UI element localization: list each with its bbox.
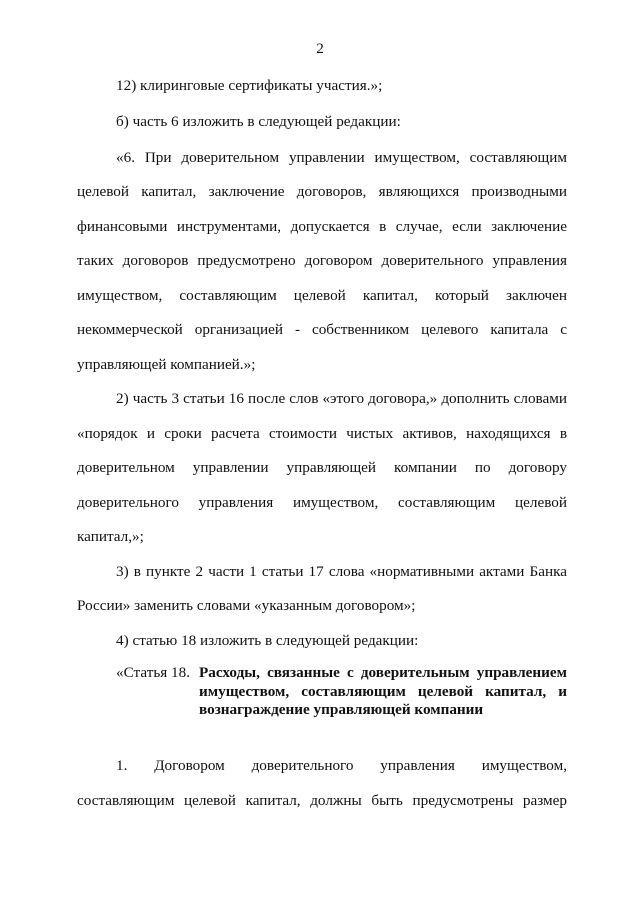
text-line: 4) статью 18 изложить в следующей редакции: [116,632,419,649]
text-line: имуществом, составляющим целевой капитал, который заключен [77,287,567,304]
article-title [199,664,567,720]
text-line: составляющим целевой капитал, должны быть предусмотрены размер [77,792,567,809]
text-line: некоммерческой организацией - собственником целевого капитала с [77,321,567,338]
text-line: целевой капитал, заключение договоров, являющихся производными [77,183,567,200]
text-line: 1. Договором доверительного управления имуществом, [116,757,567,774]
text-line: 3) в пункте 2 части 1 статьи 17 слова «нормативными актами Банка [116,563,567,580]
text-line: 2) часть 3 статьи 16 после слов «этого договора,» дополнить словами [116,390,567,407]
text-line: б) часть 6 изложить в следующей редакции: [116,113,401,130]
article-title-line: вознаграждение управляющей компании [199,701,484,718]
text-line: финансовыми инструментами, допускается в случае, если заключение [77,218,567,235]
text-line: капитал,»; [77,528,144,545]
article-title-line: Расходы, связанные с доверительным управлением [199,664,567,681]
article-label: «Статья 18. [116,664,191,681]
text-line: таких договоров предусмотрено договором доверительного управления [77,252,567,269]
text-line: доверительном управлении управляющей компании по договору [77,459,567,476]
text-line: «6. При доверительном управлении имуществом, составляющим [116,149,567,166]
text-line: России» заменить словами «указанным договором»; [77,597,416,614]
article-title-line: имуществом, составляющим целевой капитал, и [199,682,567,700]
page-number: 2 [316,40,324,57]
text-line: «порядок и сроки расчета стоимости чистых активов, находящихся в [77,425,567,442]
text-line: 12) клиринговые сертификаты участия.»; [116,77,383,94]
text-line: управляющей компанией.»; [77,356,256,373]
text-line: доверительного управления имуществом, составляющим целевой [77,494,567,511]
